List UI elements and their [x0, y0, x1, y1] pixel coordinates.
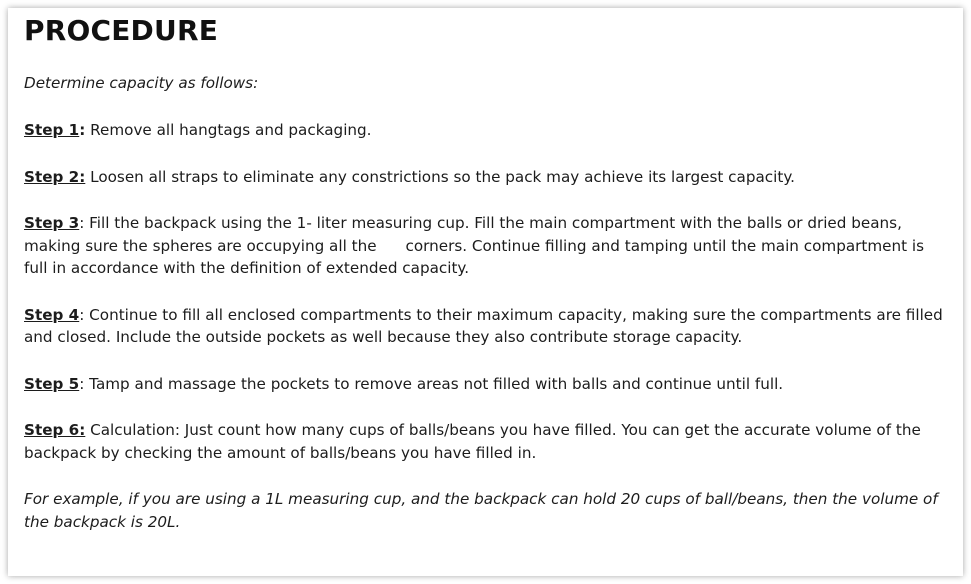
example-text: For example, if you are using a 1L measuring cup, and the backpack can hold 20 cups of ball/beans, then the volume of the backpack is 20L.: [24, 490, 938, 531]
step-4: [24, 304, 949, 349]
step-label: Step 5: [24, 374, 80, 393]
step-text: : Continue to fill all enclosed compartments to their maximum capacity, making sure the compartments are filled and closed. Include the outside pockets as well because they also contribute storage capacity.: [24, 305, 943, 346]
step-label: Step 6:: [24, 421, 86, 439]
step-text: : Tamp and massage the pockets to remove areas not filled with balls and continue until full.: [79, 374, 784, 393]
step-label: Step 3: [24, 214, 80, 232]
step-text: Loosen all straps to eliminate any constrictions so the pack may achieve its largest capacity.: [85, 167, 795, 186]
procedure-content: [24, 16, 949, 533]
step-label: Step 1: [24, 121, 80, 139]
step-text: : Fill the backpack using the 1- liter measuring cup. Fill the main compartment with the balls or dried beans, making sure the spheres are occupying all the corners. Continue filling and tamping until the main compartment is full in accordance with the definition of extended capacity.: [24, 214, 925, 277]
step-3: [24, 212, 949, 280]
step-separator: :: [79, 121, 86, 139]
step-2: [24, 166, 949, 189]
step-1: [24, 119, 949, 142]
intro-text: Determine capacity as follows:: [24, 74, 259, 92]
step-5: [24, 373, 949, 396]
procedure-card: [8, 8, 963, 576]
step-text: Remove all hangtags and packaging.: [85, 121, 372, 139]
step-label: Step 2:: [24, 167, 86, 186]
step-text: Calculation: Just count how many cups of balls/beans you have filled. You can get the accurate volume of the backpack by checking the amount of balls/beans you have filled in.: [24, 421, 921, 462]
step-label: Step 4: [24, 305, 80, 324]
page-title: PROCEDURE: [24, 14, 219, 47]
step-6: [24, 419, 949, 464]
